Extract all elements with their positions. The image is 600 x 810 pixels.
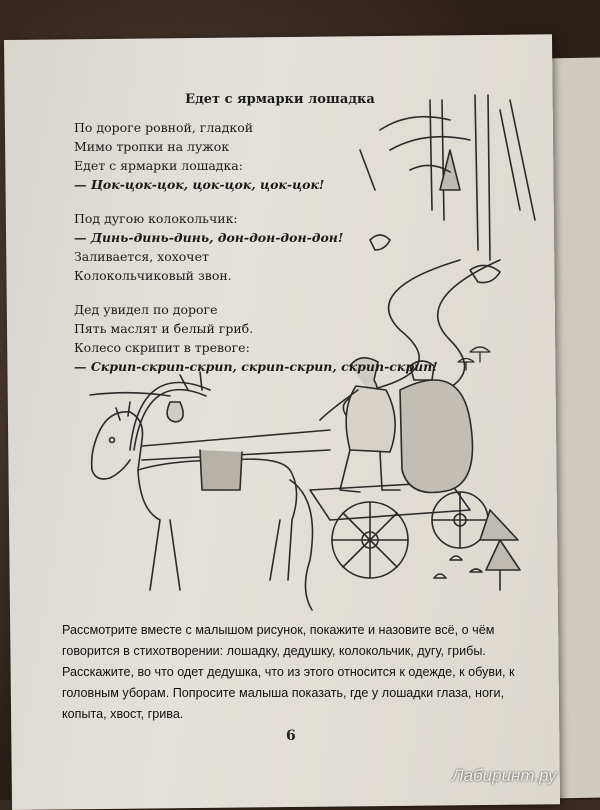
sack — [400, 380, 473, 493]
poem-line: Дед увидел по дороге — [74, 302, 218, 317]
poem-line: Колесо скрипит в тревоге: — [74, 340, 250, 355]
poem — [74, 118, 438, 391]
poem-line: Заливается, хохочет — [74, 249, 209, 264]
poem-line: Мимо тропки на лужок — [74, 139, 230, 154]
stanza-2 — [74, 209, 438, 285]
poem-line: — Динь-динь-динь, дон-дон-дон-дон! — [74, 230, 344, 245]
poem-line: Колокольчиковый звон. — [74, 268, 232, 283]
cart — [310, 482, 488, 578]
bell — [167, 402, 183, 422]
watermark: Лабиринт.ру — [452, 766, 557, 785]
poem-line: По дороге ровной, гладкой — [74, 120, 254, 135]
horse — [92, 402, 313, 610]
instruction-text: Рассмотрите вместе с малышом рисунок, покажите и назовите всё, о чём говорится в стихотворении: лошадку, дедушку, колокольчик, дугу, грибы. Расскажите, во что одет дедушка, что из этого относится к одежде, к обуви, к головным уборам. Попросите малыша показать, где у лошадки глаза, ноги, копыта, хвост, грива. — [62, 623, 515, 721]
mushrooms — [458, 347, 490, 370]
poem-line: Пять маслят и белый гриб. — [74, 321, 254, 336]
poem-line: Под дугою колокольчик: — [74, 211, 238, 226]
page-number: 6 — [286, 728, 296, 744]
poem-line: — Скрип-скрип-скрип, скрип-скрип, скрип-скрип! — [74, 359, 438, 374]
poem-title: Едет с ярмарки лошадка — [185, 92, 375, 107]
poem-line: — Цок-цок-цок, цок-цок, цок-цок! — [74, 177, 325, 192]
poem-line: Едет с ярмарки лошадка: — [74, 158, 243, 173]
fir-tree — [480, 510, 520, 590]
stanza-1 — [74, 118, 438, 194]
stanza-3 — [74, 300, 438, 376]
